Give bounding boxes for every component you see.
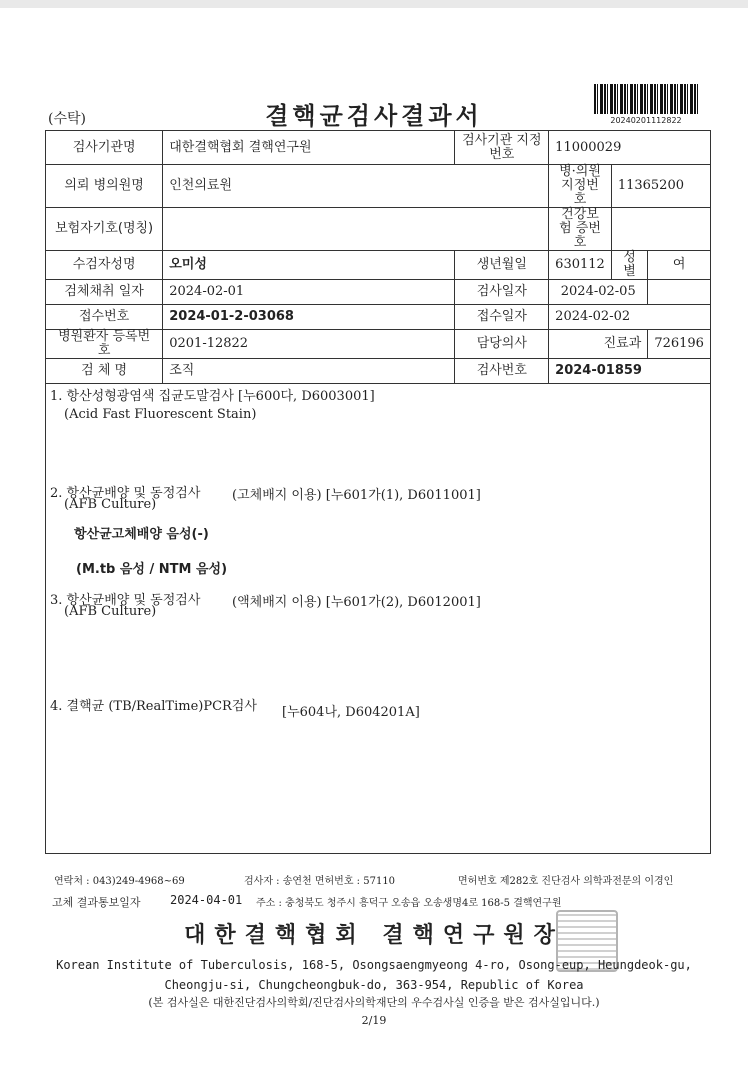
patient-info-table [45, 130, 711, 384]
doctor-label: 담당의사 [455, 330, 549, 359]
test-date-value: 2024-02-05 [549, 280, 648, 305]
barcode-number: 20240201112822 [610, 116, 682, 125]
receipt-no-label: 접수번호 [46, 305, 163, 330]
test-no-label: 검사번호 [455, 359, 549, 384]
address-ko: 주소 : 충청북도 청주시 흥덕구 오송읍 오송생명4로 168-5 결핵연구원 [256, 898, 562, 909]
institution-value: 대한결핵협회 결핵연구원 [163, 131, 455, 165]
test-1-title: 1. 항산성형광염색 집균도말검사 [누600다, D6003001] [50, 389, 375, 404]
receipt-date-value: 2024-02-02 [549, 305, 711, 330]
specimen-value: 조직 [163, 359, 455, 384]
report-page [0, 8, 748, 1075]
certification-note: (본 검사실은 대한진단검사의학회/진단검사의학재단의 우수검사실 인증을 받은 검사실입니다.) [148, 996, 600, 1009]
barcode-bars [594, 84, 698, 114]
report-date-label: 고체 결과통보일자 [52, 896, 141, 909]
barcode [594, 84, 698, 126]
patient-label: 수검자성명 [46, 251, 163, 280]
test-4-title: 4. 결핵균 (TB/RealTime)PCR검사 [50, 699, 257, 714]
test-2-result-detail: (M.tb 음성 / NTM 음성) [76, 562, 228, 577]
reg-no-label: 병원환자 등록번호 [46, 330, 163, 359]
test-no-value: 2024-01859 [549, 359, 711, 384]
test-4-code: [누604나, D604201A] [282, 705, 420, 720]
test-3-title: 3. 항산균배양 및 동정검사 [50, 593, 201, 608]
birth-label: 생년월일 [455, 251, 549, 280]
collect-label: 검체채취 일자 [46, 280, 163, 305]
consignment-tag: (수탁) [48, 111, 86, 127]
insured-value [163, 208, 549, 251]
test-2-method: (고체배지 이용) [누601가(1), D6011001] [232, 488, 481, 503]
test-2-result: 항산균고체배양 음성(-) [74, 527, 209, 542]
report-date: 2024-04-01 [170, 893, 243, 907]
results-section [45, 364, 711, 854]
institution-label: 검사기관명 [46, 131, 163, 165]
specimen-label: 검 체 명 [46, 359, 163, 384]
report-title: 결핵균검사결과서 [265, 101, 483, 130]
health-value [611, 208, 710, 251]
sex-label: 성별 [611, 251, 648, 280]
hospital-label: 의뢰 병의원명 [46, 165, 163, 208]
organization-name: 대한결핵협회 결핵연구원장 [184, 922, 564, 948]
hospital-value: 인천의료원 [163, 165, 549, 208]
hosp-code-value: 11365200 [611, 165, 710, 208]
address-en-2: Cheongju-si, Chungcheongbuk-do, 363-954, Republic of Korea [164, 978, 584, 992]
inst-code-label: 검사기관 지정번호 [455, 131, 549, 165]
test-3-subtitle: (AFB Culture) [64, 604, 157, 619]
inst-code-value: 11000029 [549, 131, 711, 165]
receipt-no-value: 2024-01-2-03068 [163, 305, 455, 330]
test-3-method: (액체배지 이용) [누601가(2), D6012001] [232, 595, 481, 610]
collect-value: 2024-02-01 [163, 280, 455, 305]
test-date-label: 검사일자 [455, 280, 549, 305]
receipt-date-label: 접수일자 [455, 305, 549, 330]
test-2-title: 2. 항산균배양 및 동정검사 [50, 486, 201, 501]
test-1-subtitle: (Acid Fast Fluorescent Stain) [64, 407, 257, 422]
patient-value: 오미성 [163, 251, 455, 280]
license: 면허번호 제282호 진단검사 의학과전문의 이경인 [458, 876, 674, 887]
sex-value: 여 [648, 251, 711, 280]
page-number: 2/19 [361, 1014, 387, 1027]
insured-label: 보험자기호(명칭) [46, 208, 163, 251]
hosp-code-label: 병·의원 지정번호 [549, 165, 612, 208]
dept-label: 진료과 [549, 330, 648, 359]
reg-no-value: 0201-12822 [163, 330, 455, 359]
dept-value: 726196 [648, 330, 711, 359]
health-label: 건강보험 증번호 [549, 208, 612, 251]
address-en-1: Korean Institute of Tuberculosis, 168-5, Osongsaengmyeong 4-ro, Osong-eup, Heungdeok-gu, [56, 958, 692, 972]
test-2-subtitle: (AFB Culture) [64, 497, 157, 512]
examiner: 검사자 : 송연천 면허번호 : 57110 [244, 876, 396, 887]
contact: 연락처 : 043)249-4968~69 [54, 876, 185, 887]
birth-value: 630112 [549, 251, 612, 280]
